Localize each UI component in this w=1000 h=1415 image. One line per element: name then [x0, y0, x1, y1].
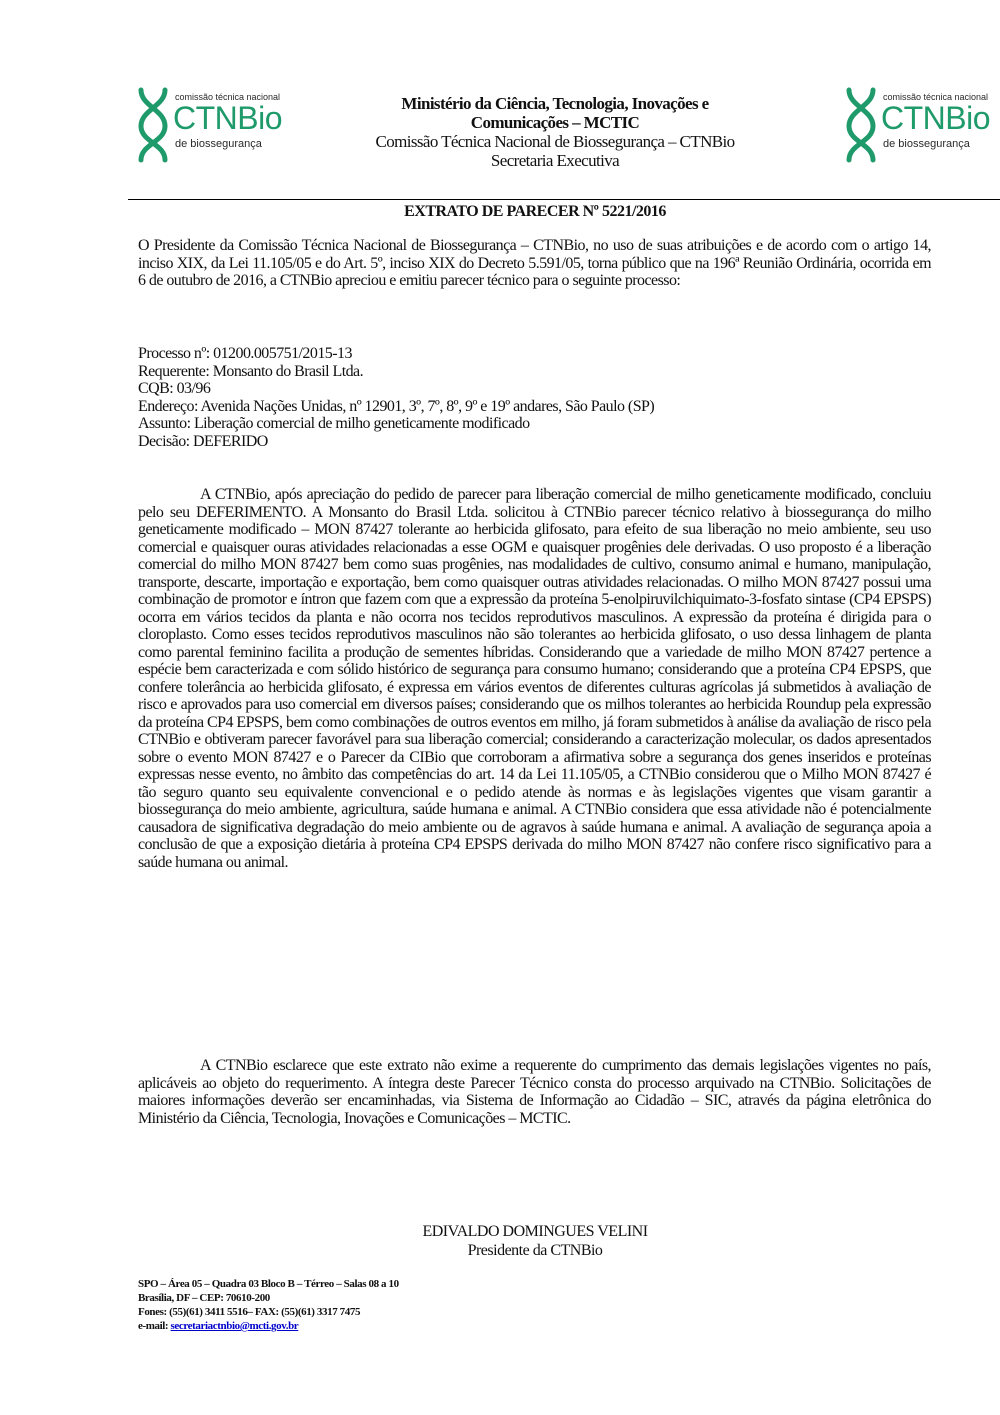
logo-sub-text: de biossegurança	[883, 138, 970, 150]
email-link[interactable]: secretariactnbio@mcti.gov.br	[170, 1320, 299, 1332]
ctnbio-logo-left	[135, 86, 285, 166]
logo-small-text: comissão técnica nacional	[883, 92, 989, 102]
process-details	[138, 345, 931, 450]
main-paragraph: A CTNBio, após apreciação do pedido de parecer para liberação comercial de milho geneticamente modificado, concluiu pelo seu DEFERIMENTO. A Monsanto do Brasil Ltda. solicitou à CTNBio parecer técnico relativo à biossegurança do milho geneticamente modificado – MON 87427 tolerante ao herbicida glifosato, para efeito de sua liberação no meio ambiente, seu uso comercial e quaisquer ouras atividades relacionadas a esse OGM e quaisquer progênies dele derivadas. O uso proposto é a liberação comercial do milho MON 87427 bem como suas progênies, nas modalidades de cultivo, consumo animal e humano, manipulação, transporte, descarte, importação e exportação, bem como quaisquer outras atividades relacionadas. O milho MON 87427 possui uma combinação de promotor e íntron que fazem com que a expressão da proteína 5-enolpiruvilchiquimato-3-fosfato sintase (CP4 EPSPS) ocorra em vários tecidos da planta e não ocorra nos tecidos reprodutivos masculinos. A expressão da proteína é dirigida para o cloroplasto. Como esses tecidos reprodutivos masculinos não são tolerantes ao herbicida glifosato, o uso dessa linhagem de planta como parental feminino facilita a produção de sementes híbridas. Considerando que a variedade de milho MON 87427 pertence a espécie bem caracterizada e com sólido histórico de segurança para consumo humano; considerando que a proteína CP4 EPSPS, que confere tolerância ao herbicida glifosato, é expressa em vários eventos de diferentes culturas agrícolas já submetidos à avaliação de risco e aprovados para uso comercial em diversos países; considerando que os milhos tolerantes ao herbicida Roundup pela expressão da proteína CP4 EPSPS, bem como combinações de outros eventos em milho, já foram submetidos à análise da avaliação de risco pela CTNBio e obtiveram parecer favorável para sua liberação comercial; considerando a caracterização molecular, os dados apresentados sobre o evento MON 87427 e o Parecer da CIBio que corroboram a afirmativa sobre a segurança dos genes inseridos e proteínas expressas nesse evento, no âmbito das competências do art. 14 da Lei 11.105/05, a CTNBio considerou que o Milho MON 87427 é tão seguro quanto seu equivalente convencional e o pedido atende às normas e às legislações vigentes que visam garantir a biossegurança do meio ambiente, agricultura, saúde humana e animal. A CTNBio considera que essa atividade não é potencialmente causadora de significativa degradação do meio ambiente ou de agravos à saúde humana e animal. A avaliação de segurança apoia a conclusão de que a exposição dietária à proteína CP4 EPSPS derivada do milho MON 87427 não confere risco significativo para a saúde humana ou animal.	[138, 486, 931, 871]
header-divider	[128, 199, 1000, 200]
address: Endereço: Avenida Nações Unidas, nº 12901, 3º, 7º, 8º, 9º e 19º andares, São Paulo (SP)	[138, 397, 655, 415]
ministry-line-2: Comunicações – MCTIC	[470, 113, 640, 132]
ministry-line-1: Ministério da Ciência, Tecnologia, Inovações e	[401, 94, 709, 113]
signatory-role: Presidente da CTNBio	[467, 1242, 603, 1259]
dna-helix-icon	[135, 86, 171, 164]
signature-block	[300, 1222, 770, 1260]
decision: Decisão: DEFERIDO	[138, 432, 268, 450]
dna-helix-icon	[843, 86, 879, 164]
closing-paragraph: A CTNBio esclarece que este extrato não exime a requerente do cumprimento das demais legislações vigentes no país, aplicáveis ao objeto do requerimento. A íntegra deste Parecer Técnico consta do processo arquivado na CTNBio. Solicitações de maiores informações deverão ser encaminhadas, via Sistema de Informação ao Cidadão – SIC, através da página eletrônica do Ministério da Ciência, Tecnologia, Inovações e Comunicações – MCTIC.	[138, 1057, 931, 1127]
logo-sub-text: de biossegurança	[175, 138, 262, 150]
subject: Assunto: Liberação comercial de milho geneticamente modificado	[138, 415, 530, 432]
logo-brand-text: CTNBio	[173, 100, 283, 136]
footer-email-label: e-mail:	[138, 1320, 171, 1332]
footer-city: Brasília, DF – CEP: 70610-200	[138, 1292, 270, 1304]
logo-brand-text: CTNBio	[881, 100, 991, 136]
process-number: Processo nº: 01200.005751/2015-13	[138, 345, 352, 362]
logo-small-text: comissão técnica nacional	[175, 92, 281, 102]
footer-contact	[138, 1277, 399, 1333]
applicant: Requerente: Monsanto do Brasil Ltda.	[138, 362, 364, 380]
cqb: CQB: 03/96	[138, 380, 211, 397]
commission-line: Comissão Técnica Nacional de Biossegurança – CTNBio	[375, 132, 735, 151]
ctnbio-logo-right	[843, 86, 993, 166]
intro-paragraph: O Presidente da Comissão Técnica Nacional de Biossegurança – CTNBio, no uso de suas atribuições e de acordo com o artigo 14, inciso XIX, da Lei 11.105/05 e do Art. 5º, inciso XIX do Decreto 5.591/05, torna público que na 196ª Reunião Ordinária, ocorrida em 6 de outubro de 2016, a CTNBio apreciou e emitiu parecer técnico para o seguinte processo:	[138, 237, 931, 289]
footer-address: SPO – Área 05 – Quadra 03 Bloco B – Térreo – Salas 08 a 10	[138, 1278, 399, 1290]
document-title: EXTRATO DE PARECER Nº 5221/2016	[404, 203, 666, 220]
letterhead	[310, 94, 800, 170]
signatory-name: EDIVALDO DOMINGUES VELINI	[422, 1223, 648, 1240]
footer-email-line	[138, 1319, 399, 1333]
secretariat-line: Secretaria Executiva	[490, 151, 620, 170]
footer-phones: Fones: (55)(61) 3411 5516– FAX: (55)(61) 3317 7475	[138, 1306, 361, 1318]
